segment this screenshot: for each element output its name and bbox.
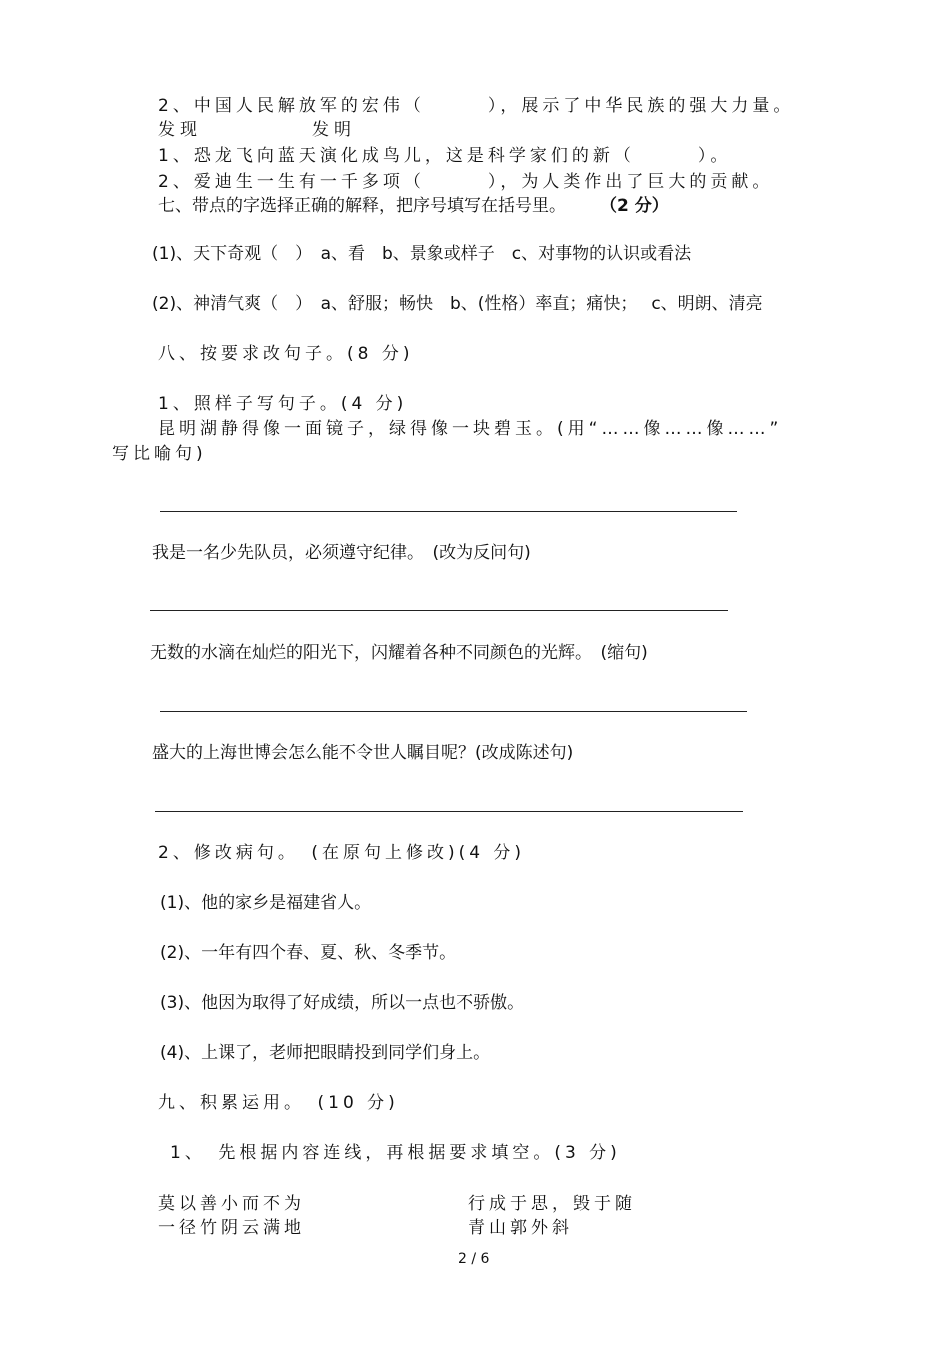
page-number: 2 / 6 xyxy=(458,1251,490,1267)
section-7-title: 七、带点的字选择正确的解释，把序号填写在括号里。 （2 分） xyxy=(158,196,669,216)
answer-line-2[interactable] xyxy=(150,610,728,611)
match-right-1: 行成于思，毁于随 xyxy=(468,1194,636,1214)
match-left-2: 一径竹阴云满地 xyxy=(158,1218,305,1238)
answer-line-1[interactable] xyxy=(160,511,737,512)
rewrite-sentence-2: 我是一名少先队员，必须遵守纪律。 (改为反问句) xyxy=(152,543,531,563)
fill-blank-line-2b: 2、爱迪生一生有一千多项（ ），为人类作出了巨大的贡献。 xyxy=(158,172,774,192)
match-left-1: 莫以善小而不为 xyxy=(158,1194,305,1214)
section-8-q1: 1、照样子写句子。(4 分) xyxy=(158,394,408,414)
fill-blank-line-1: 1、恐龙飞向蓝天演化成鸟儿，这是科学家们的新（ ）。 xyxy=(158,146,732,166)
answer-line-4[interactable] xyxy=(155,811,743,812)
section-9-title: 九、积累运用。 (10 分) xyxy=(158,1093,399,1113)
section-7-item-2: (2)、神清气爽（ ） a、舒服；畅快 b、(性格）率直；痛快； c、明朗、清亮 xyxy=(152,294,763,314)
sick-sentence-4: (4)、上课了，老师把眼睛投到同学们身上。 xyxy=(160,1043,491,1063)
section-8-q1-text: 昆明湖静得像一面镜子，绿得像一块碧玉。(用“……像……像……” xyxy=(158,419,783,439)
fill-blank-line-2: 2、中国人民解放军的宏伟（ ），展示了中华民族的强大力量。 xyxy=(158,96,795,116)
rewrite-sentence-3: 无数的水滴在灿烂的阳光下，闪耀着各种不同颜色的光辉。 (缩句) xyxy=(150,643,648,663)
section-9-q1: 1、 先根据内容连线，再根据要求填空。(3 分) xyxy=(170,1143,621,1163)
sick-sentence-3: (3)、他因为取得了好成绩，所以一点也不骄傲。 xyxy=(160,993,525,1013)
section-7-item-1: (1)、天下奇观（ ） a、看 b、景象或样子 c、对事物的认识或看法 xyxy=(152,244,692,264)
section-8-q1-text-cont: 写比喻句) xyxy=(112,444,207,464)
answer-line-3[interactable] xyxy=(160,711,747,712)
sick-sentence-1: (1)、他的家乡是福建省人。 xyxy=(160,893,372,913)
section-8-title: 八、按要求改句子。(8 分) xyxy=(158,344,414,364)
sick-sentence-2: (2)、一年有四个春、夏、秋、冬季节。 xyxy=(160,943,457,963)
match-right-2: 青山郭外斜 xyxy=(468,1218,573,1238)
word-choices: 发现 发明 xyxy=(158,120,356,140)
rewrite-sentence-4: 盛大的上海世博会怎么能不令世人瞩目呢？(改成陈述句) xyxy=(152,743,574,763)
section-8-q2: 2、修改病句。 (在原句上修改)(4 分) xyxy=(158,843,526,863)
